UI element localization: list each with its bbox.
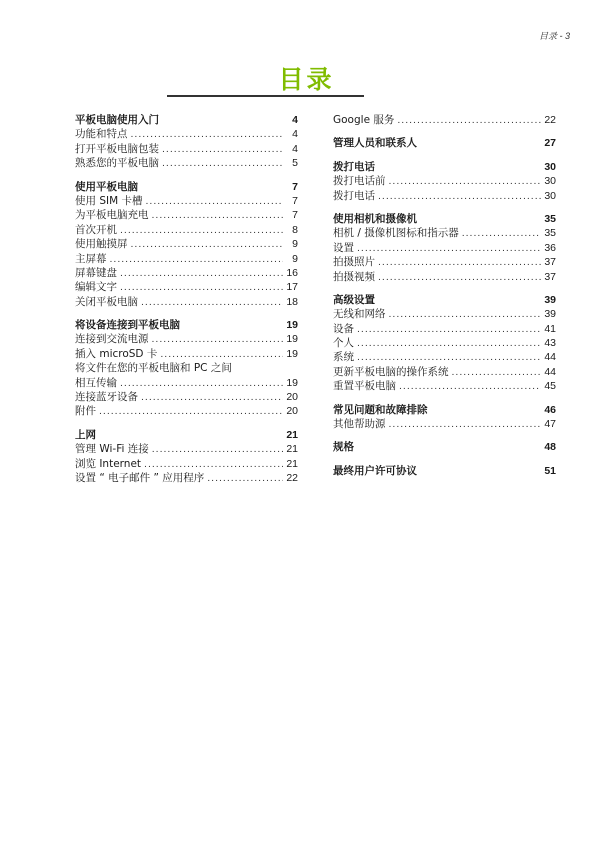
toc-entry[interactable] [75, 457, 298, 471]
toc-entry-text: 其他帮助源 [333, 418, 386, 431]
toc-section-heading[interactable] [75, 318, 298, 332]
toc-entry[interactable] [333, 350, 556, 364]
toc-page-number: 17 [286, 281, 298, 294]
toc-heading-text: 高级设置 [333, 293, 375, 306]
dot-leader [141, 390, 283, 404]
toc-entry-text: 重置平板电脑 [333, 380, 396, 393]
toc-page-number: 30 [544, 175, 556, 188]
toc-heading-text: 常见问题和故障排除 [333, 403, 428, 416]
toc-page-number: 39 [544, 308, 556, 321]
toc-entry-text: 功能和特点 [75, 128, 128, 141]
toc-entry[interactable] [75, 208, 298, 222]
toc-entry[interactable] [333, 365, 556, 379]
toc-entry[interactable] [333, 270, 556, 284]
toc-page-number: 4 [292, 142, 298, 155]
toc-page-number: 35 [544, 212, 556, 225]
toc-entry[interactable] [75, 142, 298, 156]
toc-page-number: 22 [544, 113, 556, 126]
dot-leader [162, 156, 283, 170]
toc-entry[interactable] [333, 307, 556, 321]
toc-right-column [333, 113, 556, 487]
toc-section [333, 160, 556, 203]
toc-entry-text: 拍摄视频 [333, 270, 375, 283]
toc-page-number: 9 [292, 252, 298, 265]
dot-leader [207, 471, 283, 485]
toc-entry[interactable] [75, 252, 298, 266]
toc-section-heading[interactable] [333, 136, 556, 150]
title-underline [167, 95, 364, 97]
toc-entry[interactable] [333, 336, 556, 350]
toc-entry[interactable] [333, 226, 556, 240]
toc-page-number: 48 [544, 441, 556, 454]
dot-leader [357, 241, 541, 255]
toc-entry-text: 打开平板电脑包装 [75, 142, 159, 155]
toc-entry-text: 更新平板电脑的操作系统 [333, 365, 449, 378]
toc-entry[interactable] [75, 404, 298, 418]
toc-entry[interactable] [75, 127, 298, 141]
toc-entry[interactable] [75, 223, 298, 237]
toc-page-number: 21 [286, 443, 298, 456]
toc-page-number: 5 [292, 157, 298, 170]
toc-page-number: 20 [286, 391, 298, 404]
toc-entry[interactable] [333, 113, 556, 127]
toc-entry[interactable] [75, 471, 298, 485]
toc-entry[interactable] [333, 322, 556, 336]
toc-page-number: 27 [544, 137, 556, 150]
dot-leader [378, 189, 541, 203]
dot-leader [160, 347, 283, 361]
toc-heading-text: 管理人员和联系人 [333, 137, 417, 150]
toc-entry-text: 管理 Wi-Fi 连接 [75, 443, 149, 456]
toc-page-number: 16 [286, 266, 298, 279]
toc-section [333, 293, 556, 394]
toc-heading-text: 最终用户许可协议 [333, 464, 417, 477]
toc-section [75, 113, 298, 171]
toc-entry[interactable] [75, 295, 298, 309]
toc-entry-text: 相互传输 [75, 376, 117, 389]
toc-page-number: 41 [544, 322, 556, 335]
toc-entry[interactable] [75, 390, 298, 404]
toc-entry[interactable] [75, 376, 298, 390]
toc-page-number: 45 [544, 380, 556, 393]
toc-entry[interactable] [75, 332, 298, 346]
toc-page-number: 22 [286, 471, 298, 484]
toc-entry-text: 插入 microSD 卡 [75, 347, 158, 360]
toc-page-number: 19 [286, 319, 298, 332]
dot-leader [389, 174, 542, 188]
toc-entry-text: 设置 “ 电子邮件 ” 应用程序 [75, 471, 205, 484]
toc-entry-text: 熟悉您的平板电脑 [75, 157, 159, 170]
toc-page-number: 18 [286, 295, 298, 308]
toc-entry[interactable] [333, 417, 556, 431]
toc-entry-text: 相机 / 摄像机图标和指示器 [333, 227, 459, 240]
toc-section-heading[interactable] [333, 440, 556, 454]
toc-entry[interactable] [333, 255, 556, 269]
toc-entry[interactable] [75, 347, 298, 361]
toc-entry[interactable] [75, 266, 298, 280]
toc-page-number: 7 [292, 180, 298, 193]
toc-entry[interactable] [75, 156, 298, 170]
toc-heading-text: 使用相机和摄像机 [333, 212, 417, 225]
dot-leader [389, 417, 542, 431]
toc-entry[interactable] [75, 361, 298, 375]
dot-leader [357, 350, 541, 364]
dot-leader [399, 379, 541, 393]
toc-entry-text: 关闭平板电脑 [75, 295, 138, 308]
toc-page-number: 30 [544, 160, 556, 173]
dot-leader [99, 404, 283, 418]
toc-page-number: 19 [286, 333, 298, 346]
toc-entry-text: 拨打电话 [333, 189, 375, 202]
toc-entry-text: 浏览 Internet [75, 457, 142, 470]
dot-leader [120, 280, 283, 294]
toc-page-number: 47 [544, 418, 556, 431]
toc-page-number: 46 [544, 403, 556, 416]
dot-leader [120, 266, 283, 280]
toc-section-heading[interactable] [75, 113, 298, 127]
dot-leader [110, 252, 284, 266]
dot-leader [378, 270, 541, 284]
dot-leader [452, 365, 542, 379]
toc-entry-text: Google 服务 [333, 113, 395, 126]
toc-entry-text: 设备 [333, 322, 354, 335]
toc-section [75, 180, 298, 310]
dot-leader [141, 295, 283, 309]
toc-entry[interactable] [333, 379, 556, 393]
toc-heading-text: 使用平板电脑 [75, 180, 138, 193]
toc-section [75, 428, 298, 486]
toc-entry[interactable] [75, 194, 298, 208]
toc-entry-text: 主屏幕 [75, 252, 107, 265]
toc-entry[interactable] [333, 241, 556, 255]
toc-entry-text: 使用触摸屏 [75, 238, 128, 251]
toc-entry[interactable] [333, 189, 556, 203]
dot-leader [397, 113, 541, 127]
dot-leader [389, 307, 542, 321]
toc-page-number: 21 [286, 428, 298, 441]
toc-section-heading[interactable] [75, 428, 298, 442]
toc-section-heading[interactable] [333, 464, 556, 478]
toc-heading-text: 拨打电话 [333, 160, 375, 173]
toc-page-number: 35 [544, 227, 556, 240]
dot-leader [162, 142, 283, 156]
toc-heading-text: 将设备连接到平板电脑 [75, 319, 180, 332]
dot-leader [152, 442, 283, 456]
toc-heading-text: 平板电脑使用入门 [75, 113, 159, 126]
toc-section [333, 113, 556, 127]
dot-leader [131, 237, 284, 251]
toc-entry[interactable] [75, 442, 298, 456]
toc-entry[interactable] [333, 174, 556, 188]
toc-section [333, 440, 556, 454]
toc-page-number: 19 [286, 347, 298, 360]
toc-entry-text: 系统 [333, 351, 354, 364]
toc-section [333, 136, 556, 150]
toc-section [333, 212, 556, 284]
toc-page-number: 4 [292, 113, 298, 126]
toc-entry-text: 使用 SIM 卡槽 [75, 194, 143, 207]
toc-entry[interactable] [75, 280, 298, 294]
dot-leader [146, 194, 284, 208]
toc-page-number: 51 [544, 464, 556, 477]
toc-entry-text: 屏幕键盘 [75, 266, 117, 279]
toc-entry-text: 连接蓝牙设备 [75, 391, 138, 404]
toc-page-number: 37 [544, 256, 556, 269]
toc-heading-text: 上网 [75, 428, 96, 441]
toc-page-number: 19 [286, 376, 298, 389]
toc-entry-text: 拍摄照片 [333, 256, 375, 269]
dot-leader [378, 255, 541, 269]
toc-section-heading[interactable] [333, 212, 556, 226]
toc-section-heading[interactable] [333, 293, 556, 307]
toc-page-number: 8 [292, 223, 298, 236]
toc-page-number: 7 [292, 209, 298, 222]
toc-section-heading[interactable] [333, 160, 556, 174]
dot-leader [152, 208, 284, 222]
toc-section [333, 464, 556, 478]
toc-entry-text: 无线和网络 [333, 308, 386, 321]
toc-page-number: 21 [286, 457, 298, 470]
dot-leader [462, 226, 541, 240]
dot-leader [144, 457, 283, 471]
toc-left-column [75, 113, 298, 494]
toc-page-number: 7 [292, 194, 298, 207]
toc-section-heading[interactable] [333, 403, 556, 417]
dot-leader [120, 376, 283, 390]
toc-entry-text: 附件 [75, 405, 96, 418]
toc-page-number: 20 [286, 405, 298, 418]
toc-entry-text: 将文件在您的平板电脑和 PC 之间 [75, 362, 232, 375]
toc-entry-text: 连接到交流电源 [75, 333, 149, 346]
dot-leader [152, 332, 284, 346]
toc-page-number: 4 [292, 128, 298, 141]
toc-entry-text: 为平板电脑充电 [75, 209, 149, 222]
dot-leader [131, 127, 284, 141]
toc-section [75, 318, 298, 419]
toc-entry[interactable] [75, 237, 298, 251]
toc-section-heading[interactable] [75, 180, 298, 194]
toc-page-number: 43 [544, 337, 556, 350]
page-title: 目录 [278, 65, 335, 94]
toc-page-number: 44 [544, 351, 556, 364]
toc-entry-text: 编辑文字 [75, 281, 117, 294]
toc-page-number: 9 [292, 238, 298, 251]
toc-section [333, 403, 556, 432]
toc-entry-text: 设置 [333, 241, 354, 254]
toc-heading-text: 规格 [333, 441, 354, 454]
toc-page-number: 37 [544, 270, 556, 283]
toc-page-number: 30 [544, 189, 556, 202]
dot-leader [357, 336, 541, 350]
toc-page-number: 44 [544, 365, 556, 378]
dot-leader [357, 322, 541, 336]
page-label: 目录 - 3 [538, 31, 570, 41]
dot-leader [120, 223, 283, 237]
toc-entry-text: 首次开机 [75, 223, 117, 236]
toc-page-number: 36 [544, 241, 556, 254]
toc-page-number: 39 [544, 293, 556, 306]
toc-entry-text: 个人 [333, 337, 354, 350]
toc-entry-text: 拨打电话前 [333, 175, 386, 188]
